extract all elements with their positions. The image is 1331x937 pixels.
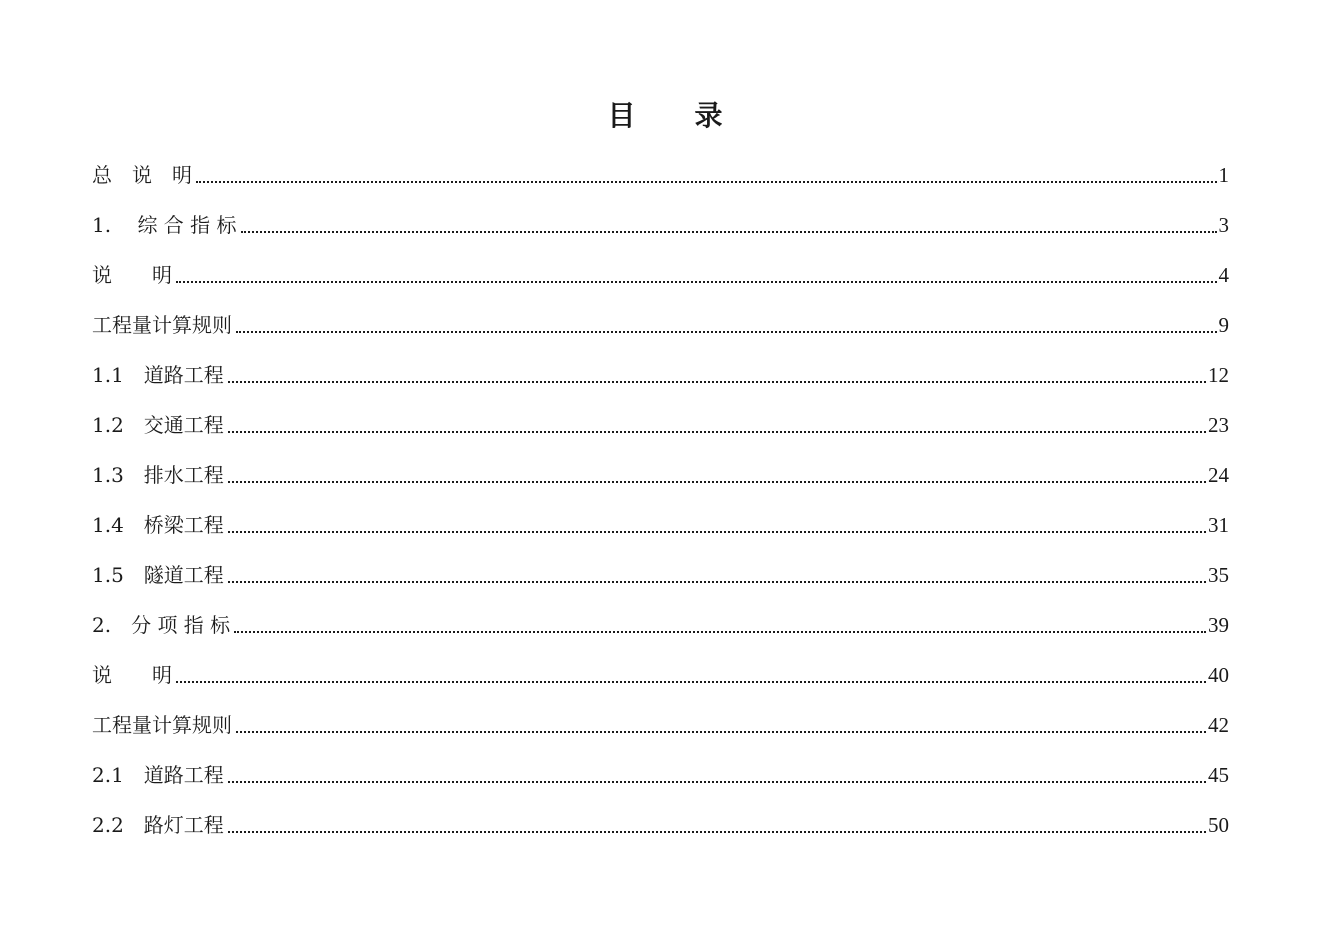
toc-entry-page: 24	[1208, 463, 1229, 487]
toc-dot-leader	[176, 680, 1206, 683]
toc-entry-page: 50	[1208, 813, 1229, 837]
toc-dot-leader	[236, 330, 1217, 333]
toc-title: 目 录	[607, 99, 724, 132]
toc-entry[interactable]	[92, 742, 1229, 792]
toc-entry[interactable]	[92, 542, 1229, 592]
toc-dot-leader	[241, 230, 1217, 233]
toc-entry-label: 2.2 路灯工程	[92, 813, 224, 837]
toc-dot-leader	[234, 630, 1206, 633]
toc-entry[interactable]	[92, 342, 1229, 392]
toc-entry[interactable]	[92, 642, 1229, 692]
toc-entry-page: 39	[1208, 613, 1229, 637]
toc-entry-label: 1.5 隧道工程	[92, 563, 224, 587]
toc-entry-page: 31	[1208, 513, 1229, 537]
toc-list	[92, 142, 1229, 842]
toc-dot-leader	[236, 730, 1206, 733]
toc-entry-label: 2. 分 项 指 标	[92, 613, 231, 637]
toc-entry-page: 23	[1208, 413, 1229, 437]
toc-entry-label: 工程量计算规则	[92, 313, 232, 337]
toc-entry[interactable]	[92, 242, 1229, 292]
toc-entry[interactable]	[92, 142, 1229, 192]
toc-entry-page: 45	[1208, 763, 1229, 787]
toc-entry-page: 9	[1218, 313, 1229, 337]
toc-dot-leader	[228, 480, 1206, 483]
toc-dot-leader	[228, 780, 1206, 783]
toc-entry-label: 说 明	[92, 263, 172, 287]
toc-dot-leader	[176, 280, 1217, 283]
toc-entry[interactable]	[92, 292, 1229, 342]
toc-dot-leader	[228, 380, 1206, 383]
toc-dot-leader	[196, 180, 1217, 183]
toc-entry-page: 35	[1208, 563, 1229, 587]
toc-dot-leader	[228, 530, 1206, 533]
toc-dot-leader	[228, 580, 1206, 583]
toc-entry-page: 1	[1218, 163, 1229, 187]
toc-entry[interactable]	[92, 492, 1229, 542]
toc-entry-page: 4	[1218, 263, 1229, 287]
toc-entry-label: 1.3 排水工程	[92, 463, 224, 487]
toc-entry[interactable]	[92, 442, 1229, 492]
toc-entry-label: 工程量计算规则	[92, 713, 232, 737]
toc-entry-label: 1.4 桥梁工程	[92, 513, 224, 537]
toc-entry-label: 1.1 道路工程	[92, 363, 224, 387]
toc-entry-label: 1.2 交通工程	[92, 413, 224, 437]
toc-entry-label: 说 明	[92, 663, 172, 687]
toc-dot-leader	[228, 830, 1206, 833]
toc-entry-page: 42	[1208, 713, 1229, 737]
toc-entry[interactable]	[92, 692, 1229, 742]
toc-entry-label: 总 说 明	[92, 163, 192, 187]
toc-entry-page: 12	[1208, 363, 1229, 387]
toc-dot-leader	[228, 430, 1206, 433]
toc-entry-page: 40	[1208, 663, 1229, 687]
toc-entry[interactable]	[92, 592, 1229, 642]
toc-entry-label: 2.1 道路工程	[92, 763, 224, 787]
toc-entry[interactable]	[92, 792, 1229, 842]
toc-entry[interactable]	[92, 392, 1229, 442]
toc-entry-page: 3	[1218, 213, 1229, 237]
toc-entry[interactable]	[92, 192, 1229, 242]
toc-entry-label: 1. 综 合 指 标	[92, 213, 237, 237]
